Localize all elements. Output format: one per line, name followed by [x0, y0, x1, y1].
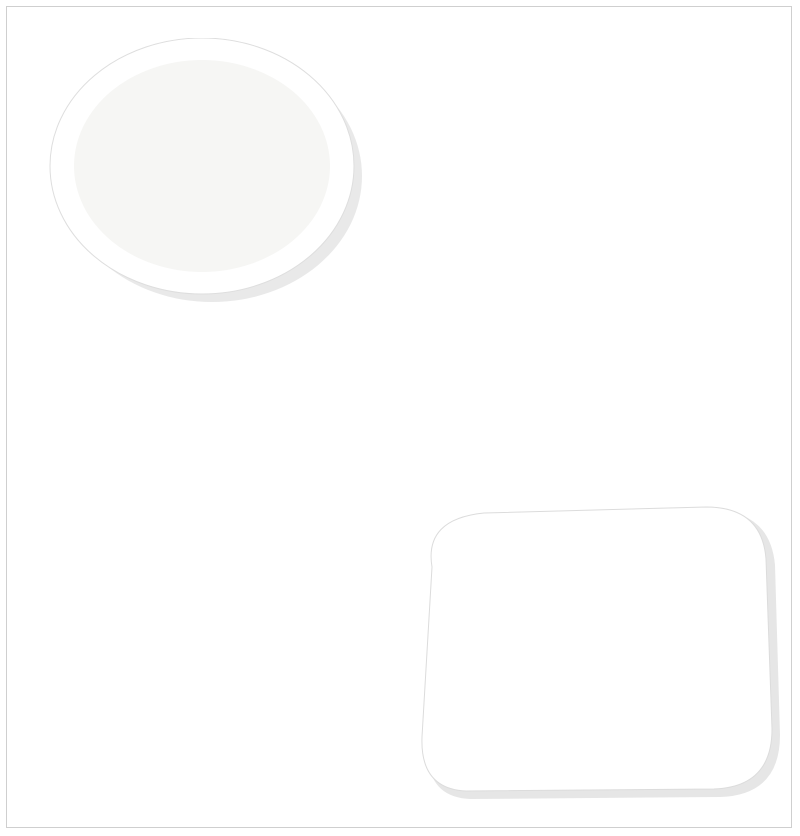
- broccoli-photo: [34, 38, 364, 308]
- carrots-photo: [410, 505, 788, 805]
